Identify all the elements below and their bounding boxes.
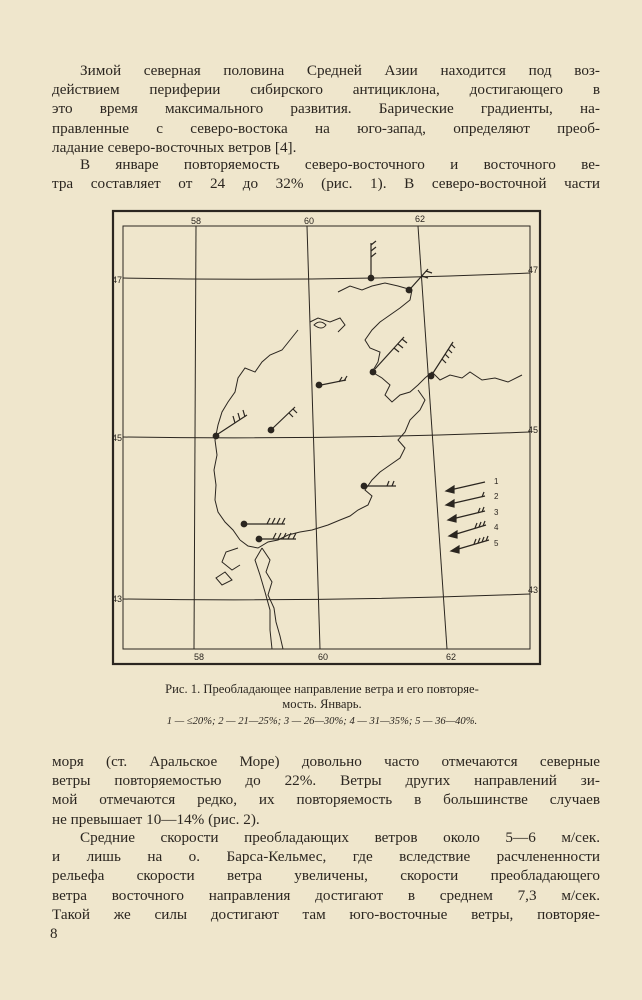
latitude-label-43-right: 43	[528, 585, 539, 595]
text-line: и лишь на о. Барса-Кельмес, где вследствие расчлененности	[52, 848, 600, 866]
text-line: правленные с северо-востока на юго-запад, определяют преоб-	[52, 119, 600, 137]
legend-number-1: 1	[494, 477, 499, 486]
text-line: В январе повторяемость северо-восточного и восточного ве-	[80, 156, 600, 173]
figure-caption	[100, 682, 544, 729]
island-outline	[314, 322, 326, 328]
caption-line: Рис. 1. Преобладающее направление ветра и его повторяе-	[165, 682, 479, 696]
longitude-label-58-top: 58	[190, 216, 202, 226]
latitude-label-45-right: 45	[528, 425, 539, 435]
longitude-label-62-top: 62	[414, 214, 426, 224]
legend-number-2: 2	[494, 492, 499, 501]
paragraph-3	[52, 752, 600, 829]
legend-number-4: 4	[494, 523, 499, 532]
text-line: Зимой северная половина Средней Азии находится под воз-	[80, 62, 600, 79]
legend-arrow-5	[451, 536, 489, 553]
aral-sea-coastline	[214, 283, 522, 649]
latitude-label-47-right: 47	[528, 265, 539, 275]
caption-legend: 1 — ≤20%; 2 — 21—25%; 3 — 26—30%; 4 — 31—35%; 5 — 36—40%.	[166, 716, 478, 727]
text-line: Такой же силы достигают там юго-восточные ветры, повторяе-	[52, 905, 600, 923]
text-line: тра составляет от 24 до 32% (рис. 1). В северо-восточной части	[52, 175, 600, 193]
longitude-label-58-bottom: 58	[193, 652, 205, 662]
legend-number-5: 5	[494, 539, 499, 548]
text-line: ветры повторяемостью до 22%. Ветры других направлений зи-	[52, 772, 600, 790]
text-line: не превышает 10—14% (рис. 2).	[52, 810, 260, 828]
text-line: действием периферии сибирского антициклона, достигающего в	[52, 81, 600, 99]
legend-arrow-4	[449, 521, 486, 538]
legend-arrow-1	[446, 482, 485, 493]
paragraph-4	[52, 828, 600, 924]
text-line: моря (ст. Аральское Море) довольно часто отмечаются северные	[52, 753, 600, 770]
text-line: ладание северо-восточных ветров [4].	[52, 138, 297, 156]
latitude-label-47-left: 47	[112, 275, 123, 285]
station-arrow	[361, 481, 396, 489]
latitude-label-45-left: 45	[112, 433, 123, 443]
longitude-label-60-top: 60	[303, 216, 315, 226]
station-arrow	[406, 269, 432, 293]
latitude-label-43-left: 43	[112, 594, 123, 604]
legend-arrow-3	[448, 507, 485, 522]
longitude-label-60-bottom: 60	[317, 652, 329, 662]
text-line: это время максимального развития. Барические градиенты, на-	[52, 100, 600, 118]
wind-legend	[446, 482, 489, 553]
station-arrow	[241, 518, 285, 527]
station-arrow	[370, 337, 407, 375]
caption-line: мость. Январь.	[282, 697, 362, 711]
map-graticule	[123, 226, 530, 649]
page-number: 8	[50, 926, 58, 942]
text-line: ветра восточного направления достигают в среднем 7,3 м/сек.	[52, 886, 600, 904]
longitude-label-62-bottom: 62	[445, 652, 457, 662]
station-arrow	[368, 241, 376, 281]
legend-arrow-2	[446, 492, 485, 507]
text-line: Средние скорости преобладающих ветров около 5—6 м/сек.	[80, 829, 600, 846]
legend-number-3: 3	[494, 508, 499, 517]
text-line: мой отмечаются редко, их повторяемость в большинстве случаев	[52, 791, 600, 809]
station-arrow	[316, 376, 347, 388]
station-arrow	[268, 407, 297, 433]
text-line: рельефа скорости ветра увеличены, скорости преобладающего	[52, 867, 600, 885]
station-arrow	[428, 342, 455, 379]
